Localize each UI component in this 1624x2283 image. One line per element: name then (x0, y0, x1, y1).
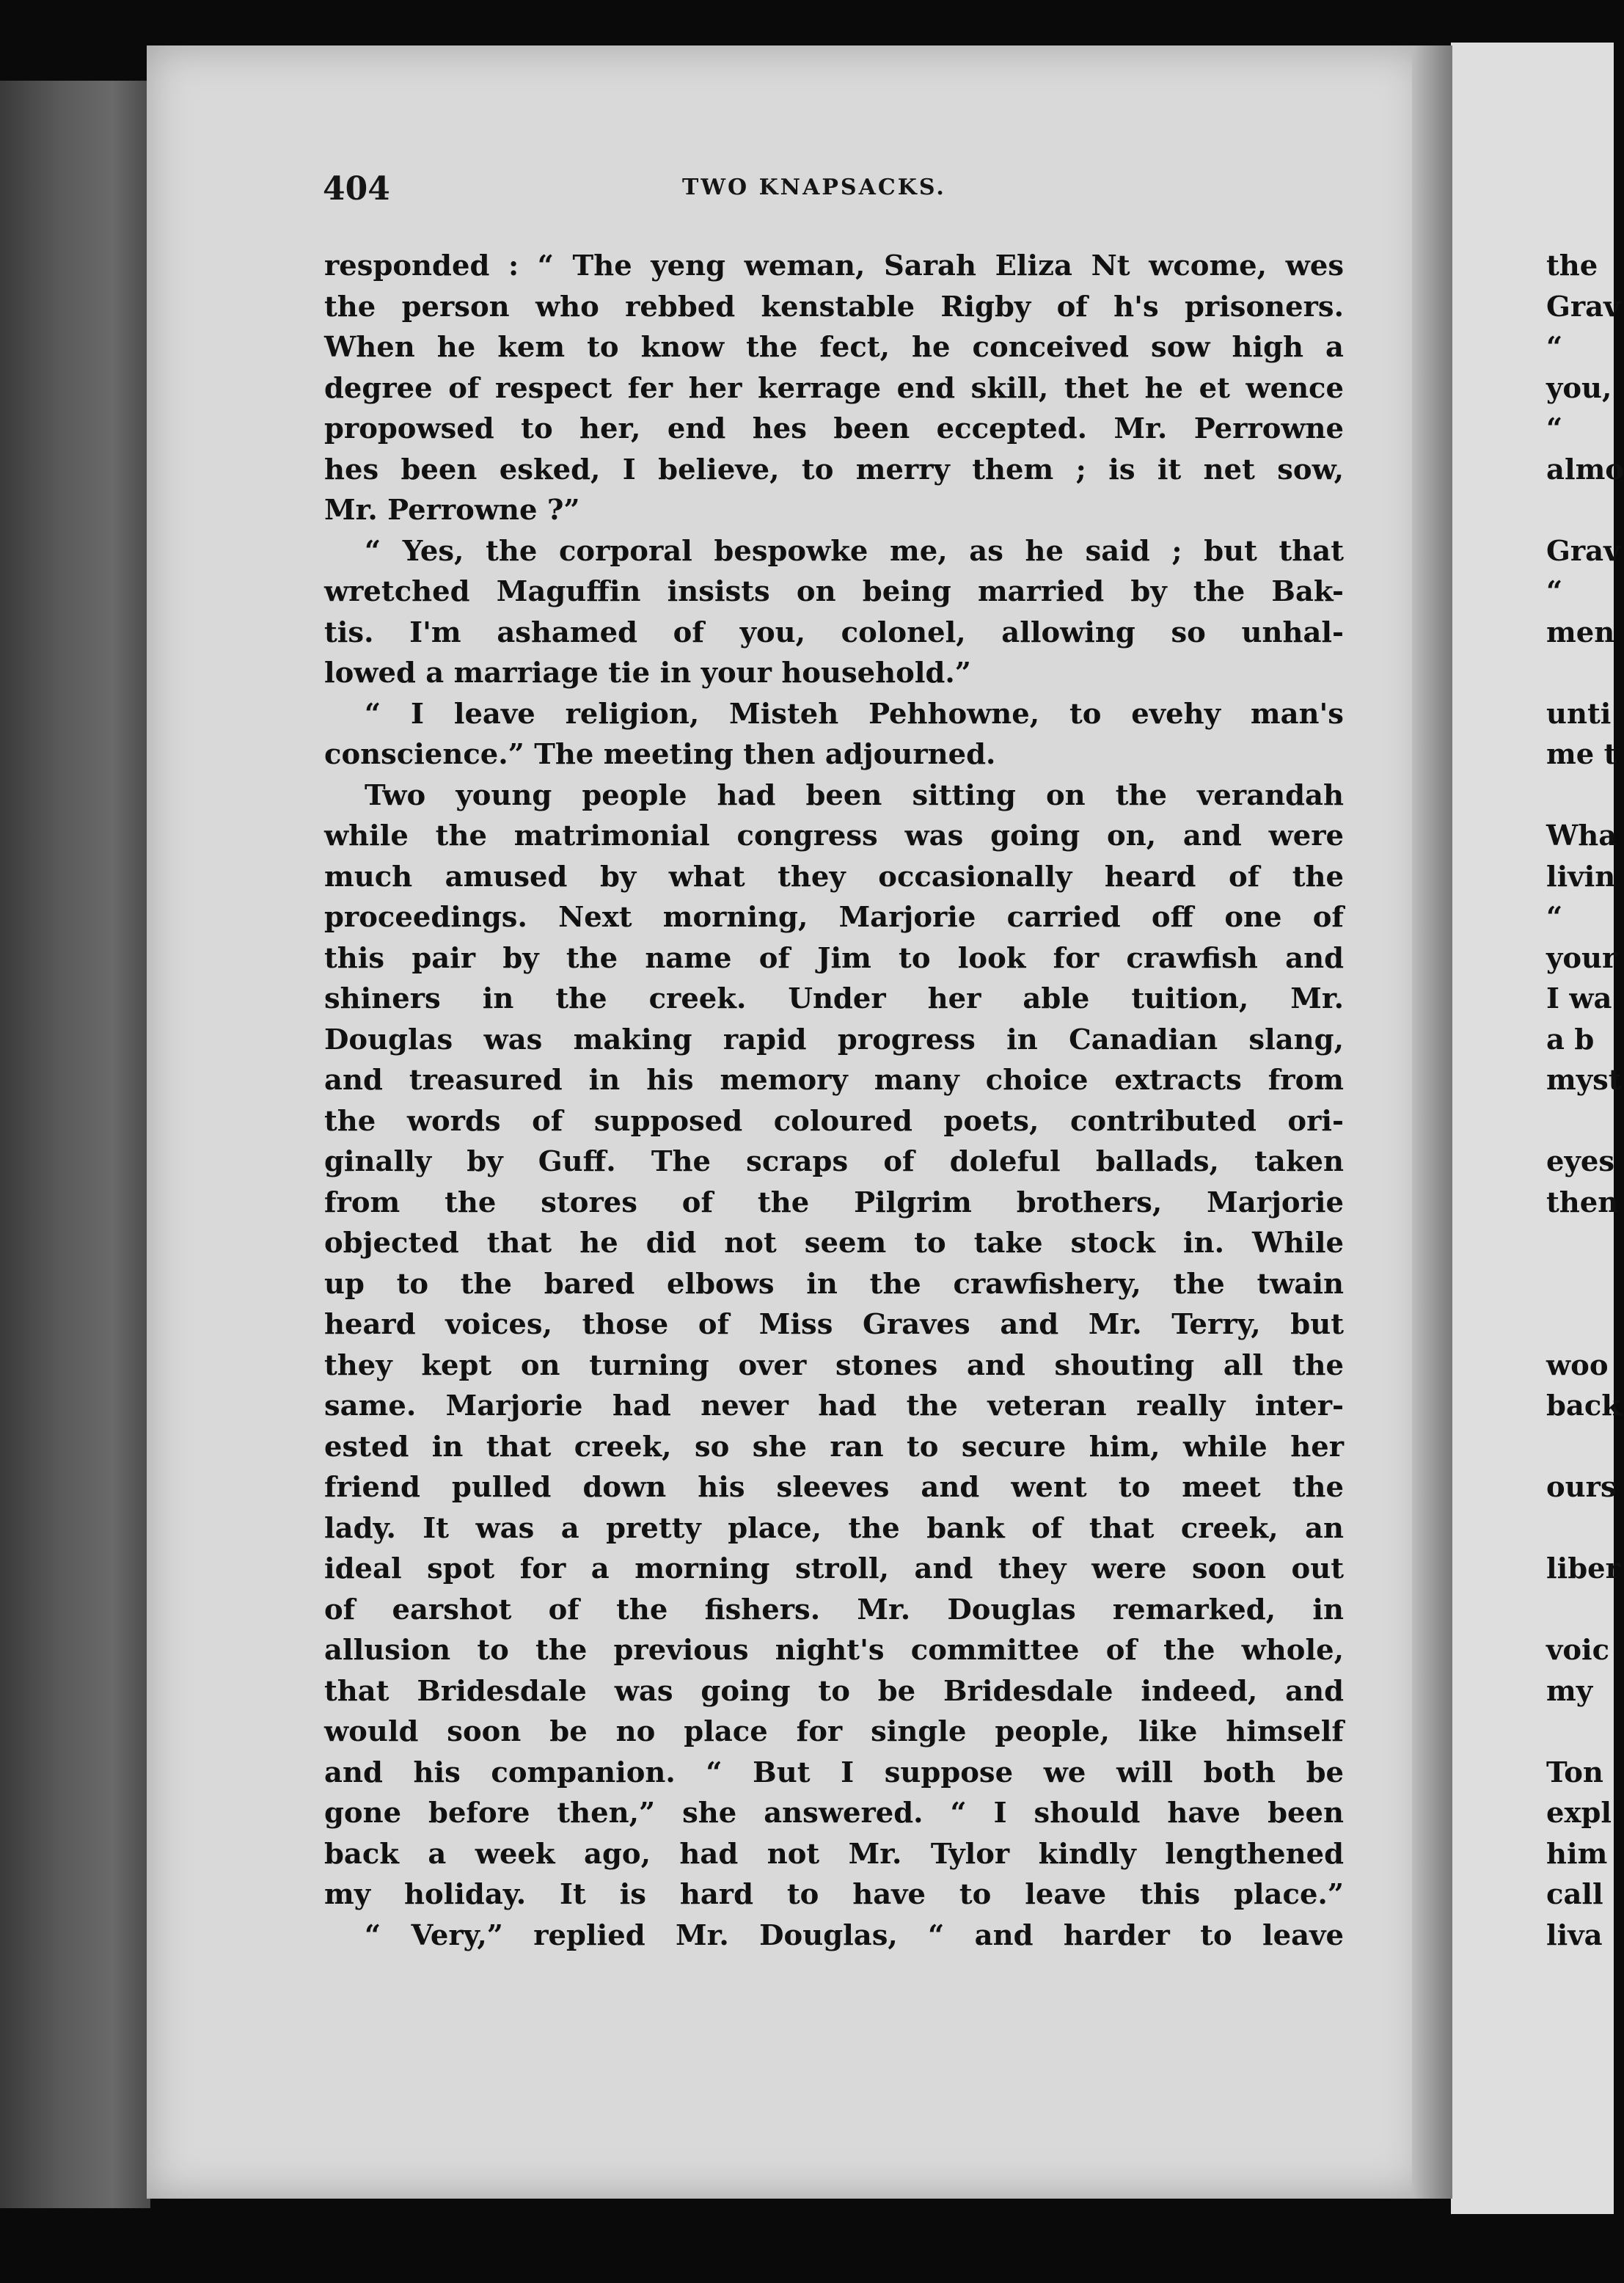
adjacent-text-fragment: almo (1546, 453, 1624, 486)
adjacent-text-fragment: Grav (1546, 290, 1620, 324)
page-header (323, 170, 1342, 214)
adjacent-text-fragment (1546, 653, 1614, 694)
text-line: ideal spot for a morning stroll, and they were soon out (324, 1552, 1344, 1585)
adjacent-text-fragment (1546, 1223, 1614, 1264)
adjacent-text-fragment: expl (1546, 1797, 1612, 1830)
text-line: “ I leave religion, Misteh Pehhowne, to evehy man's (365, 697, 1344, 731)
adjacent-text-fragment: myst (1546, 1064, 1622, 1097)
book-spine (0, 81, 150, 2208)
text-line: “ Yes, the corporal bespowke me, as he said ; but that (365, 534, 1344, 568)
adjacent-text-fragment (1546, 1304, 1614, 1345)
adjacent-text-fragment: your (1546, 941, 1617, 975)
text-line: of earshot of the fishers. Mr. Douglas remarked, in (324, 1593, 1344, 1626)
text-line: Douglas was making rapid progress in Canadian slang, (324, 1023, 1344, 1056)
text-line: conscience.” The meeting then adjourned. (324, 738, 996, 771)
adjacent-text-fragment: you, (1546, 371, 1612, 405)
adjacent-text-fragment: a b (1546, 1023, 1595, 1056)
text-line: ested in that creek, so she ran to secure him, while her (324, 1430, 1344, 1464)
text-line: wretched Maguffin insists on being married by the Bak- (324, 575, 1344, 608)
text-line: lady. It was a pretty place, the bank of that creek, an (324, 1511, 1344, 1545)
text-line: and treasured in his memory many choice extracts from (324, 1064, 1344, 1097)
adjacent-text-fragment: “ (1546, 412, 1563, 445)
text-line: heard voices, those of Miss Graves and Mr. Terry, but (324, 1308, 1344, 1341)
running-head: TWO KNAPSACKS. (682, 175, 946, 200)
adjacent-text-fragment (1546, 1101, 1614, 1142)
text-line: propowsed to her, end hes been eccepted. Mr. Perrowne (324, 412, 1344, 445)
adjacent-text-fragment: back (1546, 1389, 1621, 1422)
adjacent-text-fragment (1546, 1427, 1614, 1468)
adjacent-text-fragment: I wa (1546, 982, 1612, 1015)
adjacent-text-fragment: Wha (1546, 819, 1617, 852)
text-line: When he kem to know the fect, he conceived sow high a (324, 331, 1344, 364)
text-line: while the matrimonial congress was going on, and were (324, 819, 1344, 852)
adjacent-text-fragment: “ (1546, 575, 1563, 608)
adjacent-text-fragment: unti (1546, 697, 1612, 731)
adjacent-text-fragment: ours (1546, 1471, 1617, 1504)
text-line: Two young people had been sitting on the verandah (365, 778, 1344, 812)
adjacent-text-fragment: eyes (1546, 1145, 1615, 1178)
text-line: much amused by what they occasionally heard of the (324, 860, 1344, 894)
text-line: proceedings. Next morning, Marjorie carried off one of (324, 901, 1344, 934)
text-line: would soon be no place for single people, like himself (324, 1715, 1344, 1748)
text-line: the words of supposed coloured poets, contributed ori- (324, 1104, 1344, 1138)
adjacent-text-fragment: then (1546, 1186, 1619, 1219)
text-line: shiners in the creek. Under her able tuition, Mr. (324, 982, 1344, 1015)
page-body-text (324, 246, 1344, 1956)
adjacent-page-text (1546, 246, 1624, 1956)
adjacent-text-fragment: my (1546, 1674, 1593, 1708)
adjacent-text-fragment: Ton (1546, 1756, 1603, 1789)
text-line: tis. I'm ashamed of you, colonel, allowing so unhal- (324, 616, 1344, 649)
adjacent-text-fragment (1546, 1508, 1614, 1549)
text-line: from the stores of the Pilgrim brothers, Marjorie (324, 1186, 1344, 1219)
text-line: and his companion. “ But I suppose we will both be (324, 1756, 1344, 1789)
text-line: back a week ago, had not Mr. Tylor kindly lengthened (324, 1837, 1344, 1871)
text-line: degree of respect fer her kerrage end skill, thet he et wence (324, 371, 1344, 405)
text-line: allusion to the previous night's committee of the whole, (324, 1634, 1344, 1667)
adjacent-text-fragment: “ (1546, 331, 1563, 364)
text-line: they kept on turning over stones and shouting all the (324, 1348, 1344, 1382)
adjacent-text-fragment: liva (1546, 1918, 1603, 1952)
adjacent-text-fragment (1546, 1264, 1614, 1305)
text-line: the person who rebbed kenstable Rigby of h's prisoners. (324, 290, 1344, 324)
text-line: my holiday. It is hard to have to leave this place.” (324, 1878, 1344, 1911)
text-line: objected that he did not seem to take stock in. While (324, 1227, 1344, 1260)
adjacent-text-fragment: livin (1546, 860, 1616, 894)
adjacent-text-fragment: liber (1546, 1552, 1620, 1585)
text-line: hes been esked, I believe, to merry them ; is it net sow, (324, 453, 1344, 486)
text-line: “ Very,” replied Mr. Douglas, “ and harder to leave (365, 1918, 1344, 1952)
adjacent-text-fragment: voic (1546, 1634, 1610, 1667)
adjacent-text-fragment: “ (1546, 901, 1563, 934)
adjacent-text-fragment: call (1546, 1878, 1603, 1911)
adjacent-text-fragment (1546, 490, 1614, 531)
adjacent-text-fragment: men (1546, 616, 1615, 649)
page-number: 404 (323, 170, 390, 208)
text-line: Mr. Perrowne ?” (324, 494, 580, 527)
text-line: lowed a marriage tie in your household.” (324, 657, 971, 690)
adjacent-text-fragment: me t (1546, 738, 1617, 771)
text-line: gone before then,” she answered. “ I should have been (324, 1797, 1344, 1830)
adjacent-text-fragment (1546, 775, 1614, 817)
text-line: this pair by the name of Jim to look for crawfish and (324, 941, 1344, 975)
adjacent-text-fragment: him (1546, 1837, 1608, 1871)
adjacent-text-fragment: the (1546, 249, 1598, 282)
text-line: up to the bared elbows in the crawfishery, the twain (324, 1267, 1344, 1301)
text-line: responded : “ The yeng weman, Sarah Eliza Nt wcome, wes (324, 249, 1344, 282)
adjacent-text-fragment (1546, 1712, 1614, 1753)
adjacent-text-fragment: woo (1546, 1348, 1609, 1382)
text-line: friend pulled down his sleeves and went to meet the (324, 1471, 1344, 1504)
text-line: ginally by Guff. The scraps of doleful ballads, taken (324, 1145, 1344, 1178)
adjacent-text-fragment: Grav (1546, 534, 1620, 568)
text-line: same. Marjorie had never had the veteran really inter- (324, 1389, 1344, 1422)
page-gutter (1412, 45, 1452, 2199)
adjacent-text-fragment (1546, 1590, 1614, 1631)
text-line: that Bridesdale was going to be Bridesdale indeed, and (324, 1674, 1344, 1708)
